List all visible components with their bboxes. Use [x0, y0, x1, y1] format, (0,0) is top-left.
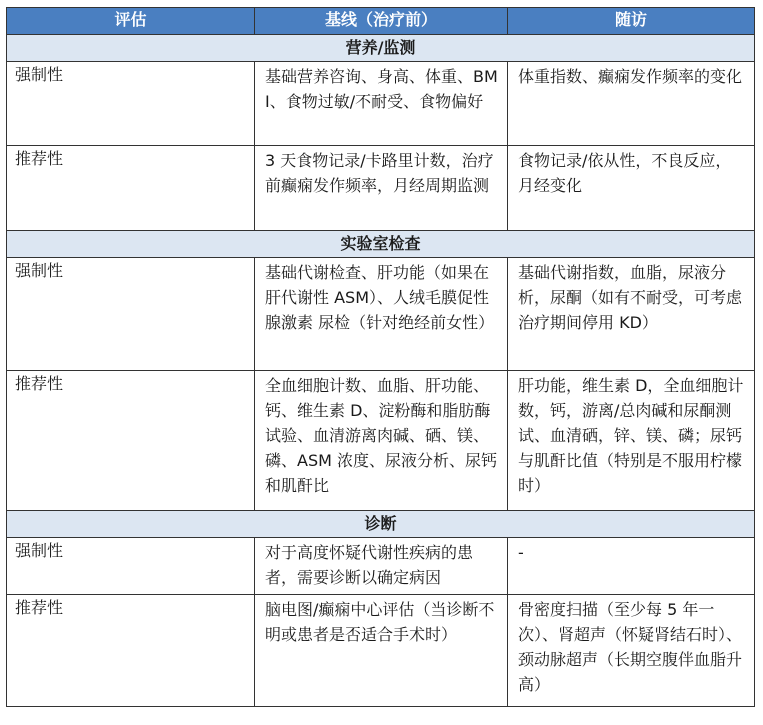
section-title: 实验室检查	[7, 231, 755, 258]
baseline-cell: 基础营养咨询、身高、体重、BMI、食物过敏/不耐受、食物偏好	[255, 62, 508, 146]
section-title: 营养/监测	[7, 35, 755, 62]
row-label: 推荐性	[7, 146, 255, 231]
table-row	[7, 538, 755, 595]
baseline-cell: 脑电图/癫痫中心评估（当诊断不明或患者是否适合手术时）	[255, 595, 508, 707]
baseline-cell: 对于高度怀疑代谢性疾病的患者，需要诊断以确定病因	[255, 538, 508, 595]
baseline-cell: 3 天食物记录/卡路里计数，治疗前癫痫发作频率，月经周期监测	[255, 146, 508, 231]
row-label: 推荐性	[7, 371, 255, 511]
assessment-table	[6, 7, 755, 707]
followup-cell: 基础代谢指数，血脂，尿液分析，尿酮（如有不耐受，可考虑治疗期间停用 KD）	[508, 258, 755, 371]
section-row-nutrition	[7, 35, 755, 62]
table-header-row	[7, 8, 755, 35]
row-label: 强制性	[7, 258, 255, 371]
followup-cell: 骨密度扫描（至少每 5 年一次）、肾超声（怀疑肾结石时）、颈动脉超声（长期空腹伴血脂升高）	[508, 595, 755, 707]
table-row	[7, 146, 755, 231]
header-followup: 随访	[508, 8, 755, 35]
followup-cell: -	[508, 538, 755, 595]
baseline-cell: 基础代谢检查、肝功能（如果在肝代谢性 ASM）、人绒毛膜促性腺激素 尿检（针对绝经前女性）	[255, 258, 508, 371]
section-row-diagnosis	[7, 511, 755, 538]
row-label: 强制性	[7, 62, 255, 146]
header-baseline: 基线（治疗前）	[255, 8, 508, 35]
table-row	[7, 62, 755, 146]
section-row-lab-tests	[7, 231, 755, 258]
followup-cell: 食物记录/依从性，不良反应，月经变化	[508, 146, 755, 231]
followup-cell: 肝功能，维生素 D，全血细胞计数，钙，游离/总肉碱和尿酮测试、血清硒，锌、镁、磷；尿钙与肌酐比值（特别是不服用柠檬时）	[508, 371, 755, 511]
table-row	[7, 595, 755, 707]
table-row	[7, 371, 755, 511]
followup-cell: 体重指数、癫痫发作频率的变化	[508, 62, 755, 146]
header-assessment: 评估	[7, 8, 255, 35]
baseline-cell: 全血细胞计数、血脂、肝功能、钙、维生素 D、淀粉酶和脂肪酶试验、血清游离肉碱、硒、镁、磷、ASM 浓度、尿液分析、尿钙和肌酐比	[255, 371, 508, 511]
table-row	[7, 258, 755, 371]
row-label: 强制性	[7, 538, 255, 595]
row-label: 推荐性	[7, 595, 255, 707]
section-title: 诊断	[7, 511, 755, 538]
